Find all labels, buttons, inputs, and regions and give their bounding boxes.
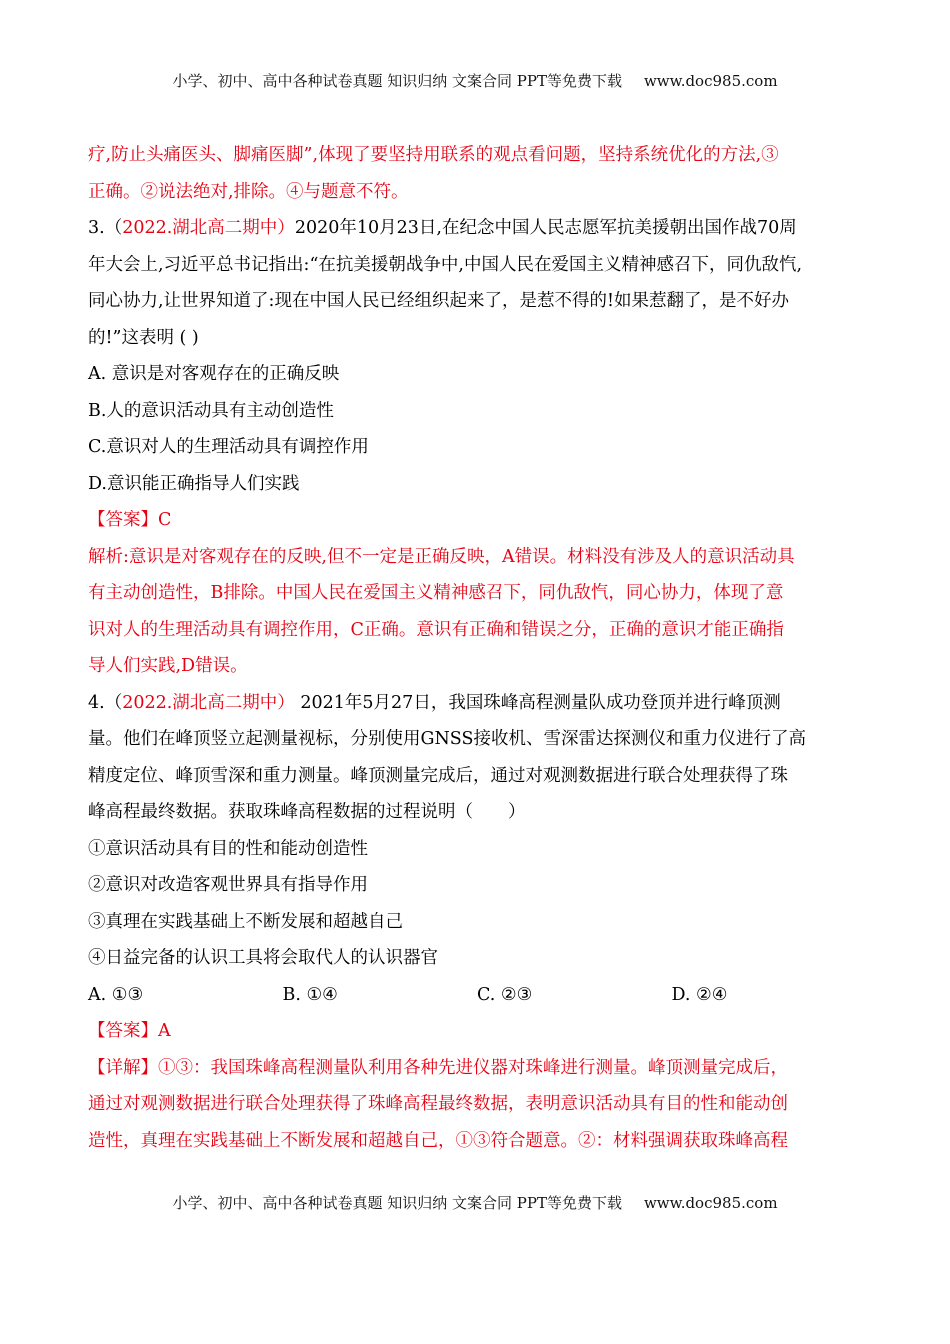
detail-line: 【详解】①③：我国珠峰高程测量队利用各种先进仪器对珠峰进行测量。峰顶测量完成后，	[88, 1057, 788, 1078]
header-url[interactable]: www.doc985.com	[643, 72, 778, 90]
statement: ④日益完备的认识工具将会取代人的认识器官	[88, 948, 438, 968]
option-c: C. ②③	[477, 984, 533, 1005]
question-text: 的!”这表明 ( )	[88, 327, 199, 348]
question-3-stem	[88, 210, 866, 247]
question-number: 3.（	[88, 218, 123, 238]
statement: ①意识活动具有目的性和能动创造性	[88, 838, 368, 859]
answer: 【答案】C	[88, 510, 172, 530]
option-d: D.意识能正确指导人们实践	[88, 473, 300, 494]
option-b: B.人的意识活动具有主动创造性	[88, 400, 334, 421]
option-a: A. 意识是对客观存在的正确反映	[88, 364, 340, 384]
prev-analysis-line: 正确。②说法绝对,排除。④与题意不符。	[88, 181, 409, 202]
option-d: D. ②④	[671, 984, 728, 1005]
option-a: A. ①③	[88, 984, 144, 1005]
detail-line: 通过对观测数据进行联合处理获得了珠峰高程最终数据，表明意识活动具有目的性和能动创	[88, 1094, 788, 1114]
statement: ②意识对改造客观世界具有指导作用	[88, 875, 368, 895]
document-body	[88, 137, 866, 1159]
question-text: 同心协力,让世界知道了:现在中国人民已经组织起来了，是惹不得的!如果惹翻了，是不好办	[88, 291, 789, 311]
header-text: 小学、初中、高中各种试卷真题 知识归纳 文案合同 PPT等免费下载	[172, 72, 622, 90]
statement: ③真理在实践基础上不断发展和超越自己	[88, 911, 403, 932]
question-number: 4.（	[88, 692, 123, 713]
question-4-stem	[88, 685, 866, 722]
page-header	[0, 70, 950, 91]
option-b: B. ①④	[282, 984, 338, 1005]
question-text: 精度定位、峰顶雪深和重力测量。峰顶测量完成后，通过对观测数据进行联合处理获得了珠	[88, 765, 788, 786]
question-text: 2020年10月23日,在纪念中国人民志愿军抗美援朝出国作战70周	[294, 218, 797, 238]
footer-text: 小学、初中、高中各种试卷真题 知识归纳 文案合同 PPT等免费下载	[172, 1194, 622, 1212]
answer: 【答案】A	[88, 1021, 171, 1041]
question-source: 2022.湖北高二期中）	[122, 218, 295, 238]
analysis-line: 导人们实践,D错误。	[88, 656, 248, 676]
option-c: C.意识对人的生理活动具有调控作用	[88, 437, 369, 457]
question-source: 2022.湖北高二期中）	[122, 692, 295, 713]
analysis-line: 解析:意识是对客观存在的反映,但不一定是正确反映，A错误。材料没有涉及人的意识活动具	[88, 546, 795, 567]
analysis-line: 识对人的生理活动具有调控作用，C正确。意识有正确和错误之分，正确的意识才能正确指	[88, 619, 784, 640]
question-text: 年大会上,习近平总书记指出:“在抗美援朝战争中,中国人民在爱国主义精神感召下，同仇敌忾,	[88, 254, 803, 275]
page-footer	[0, 1192, 950, 1213]
options-row	[88, 977, 866, 1014]
question-text: 峰高程最终数据。获取珠峰高程数据的过程说明（ ）	[88, 802, 526, 822]
question-text: 2021年5月27日，我国珠峰高程测量队成功登顶并进行峰顶测	[294, 692, 781, 713]
footer-url[interactable]: www.doc985.com	[643, 1194, 778, 1212]
question-text: 量。他们在峰顶竖立起测量视标，分别使用GNSS接收机、雪深雷达探测仪和重力仪进行了高	[88, 729, 806, 749]
detail-line: 造性，真理在实践基础上不断发展和超越自己，①③符合题意。②：材料强调获取珠峰高程	[88, 1130, 788, 1151]
analysis-line: 有主动创造性，B排除。中国人民在爱国主义精神感召下，同仇敌忾，同心协力，体现了意	[88, 583, 784, 603]
prev-analysis-line: 疗,防止头痛医头、脚痛医脚”,体现了要坚持用联系的观点看问题，坚持系统优化的方法,③	[88, 145, 779, 165]
